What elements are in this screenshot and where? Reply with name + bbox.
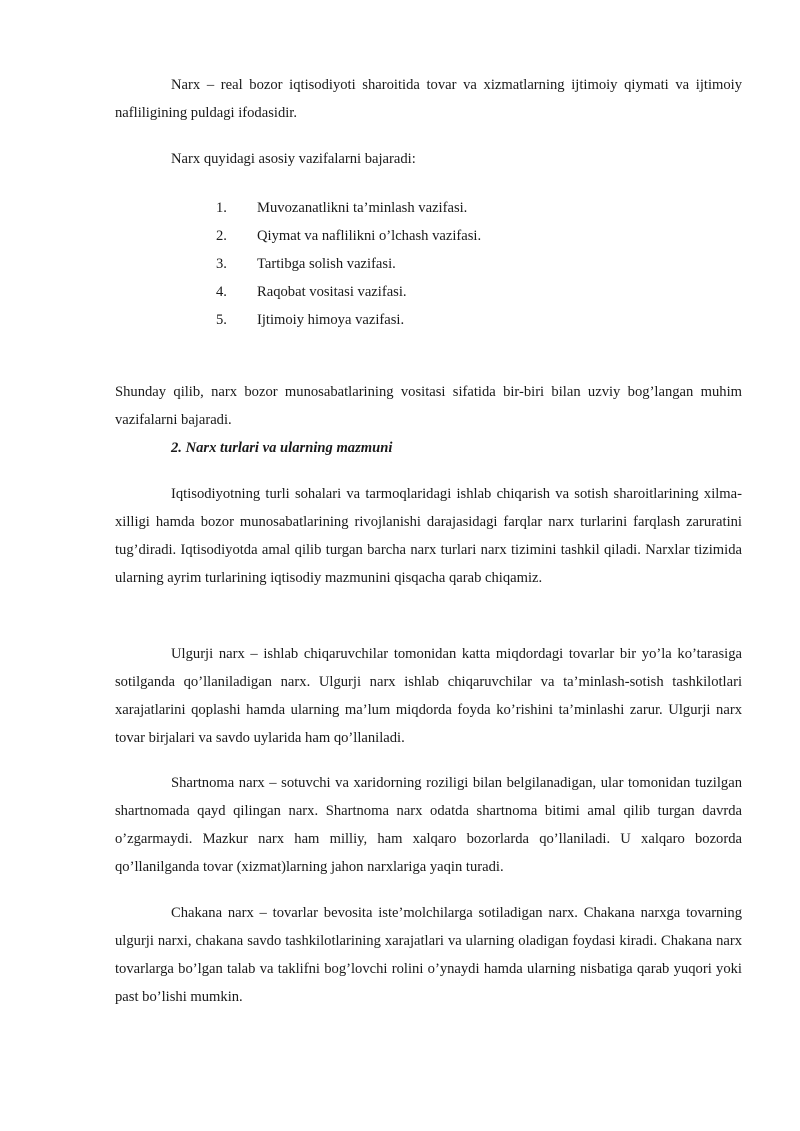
- intro-paragraph-price-definition: Narx – real bozor iqtisodiyoti sharoitida tovar va xizmatlarning ijtimoiy qiymati va ijtimoiy nafliligining puldagi ifodasidir.: [115, 77, 742, 121]
- paragraph-retail-price: Chakana narx – tovarlar bevosita iste’molchilarga sotiladigan narx. Chakana narxga tovarning ulgurji narxi, chakana savdo tashkilotlarining xarajatlari va ularning oladigan foydasi kiradi. Chakana narx tovarlarga bo’lgan talab va taklifni bog’lovchi rolini o’ynaydi hamda ularning nisbatiga qarab yuqori yoki past bo’lishi mumkin.: [115, 905, 742, 1005]
- list-text: Muvozanatlikni ta’minlash vazifasi.: [257, 200, 468, 216]
- list-text: Ijtimoiy himoya vazifasi.: [257, 312, 405, 328]
- list-text: Tartibga solish vazifasi.: [257, 256, 396, 272]
- paragraph-price-types-intro: Iqtisodiyotning turli sohalari va tarmoqlaridagi ishlab chiqarish va sotish sharoitlarining xilma-xilligi hamda bozor munosabatlarining rivojlanishi darajasidagi farqlar narx turlarini farqlash zaruratini tug’diradi. Iqtisodiyotda amal qilib turgan barcha narx turlari narx tizimini tashkil qiladi. Narxlar tizimida ularning ayrim turlarining iqtisodiy mazmunini qisqacha qarab chiqamiz.: [115, 486, 742, 586]
- list-item: [216, 278, 481, 306]
- paragraph-wholesale-price: Ulgurji narx – ishlab chiqaruvchilar tomonidan katta miqdordagi tovarlar bir yo’la ko’tarasiga sotilganda qo’llaniladigan narx. Ulgurji narx ishlab chiqaruvchilar va ta’minlash-sotish tashkilotlari xarajatlarini qoplashi hamda ularning ma’lum miqdorda foyda ko’rishini ta’minlashi zarur. Ulgurji narx tovar birjalari va savdo uylarida ham qo’llaniladi.: [115, 646, 742, 746]
- summary-paragraph: Shunday qilib, narx bozor munosabatlarining vositasi sifatida bir-biri bilan uzviy bog’langan muhim vazifalarni bajaradi.: [115, 384, 742, 428]
- list-text: Qiymat va naflilikni o’lchash vazifasi.: [257, 228, 482, 244]
- list-item: [216, 222, 481, 250]
- list-text: Raqobat vositasi vazifasi.: [257, 284, 407, 300]
- list-number: 2.: [216, 228, 227, 244]
- list-item: [216, 306, 481, 334]
- section-heading: 2. Narx turlari va ularning mazmuni: [171, 440, 393, 456]
- price-functions-list: [216, 194, 481, 334]
- list-number: 3.: [216, 256, 227, 272]
- list-number: 4.: [216, 284, 227, 300]
- paragraph-contract-price: Shartnoma narx – sotuvchi va xaridorning roziligi bilan belgilanadigan, ular tomonidan tuzilgan shartnomada qayd qilingan narx. Shartnoma narx odatda shartnoma bitimi amal qilib turgan davrda o’zgarmaydi. Mazkur narx ham milliy, ham xalqaro bozorlarda qo’llaniladi. U xalqaro bozorda qo’llanilganda tovar (xizmat)larning jahon narxlariga yaqin turadi.: [115, 775, 742, 875]
- list-item: [216, 250, 481, 278]
- list-number: 5.: [216, 312, 227, 328]
- intro-paragraph-functions-lead: Narx quyidagi asosiy vazifalarni bajaradi:: [171, 151, 416, 167]
- list-number: 1.: [216, 200, 227, 216]
- list-item: [216, 194, 481, 222]
